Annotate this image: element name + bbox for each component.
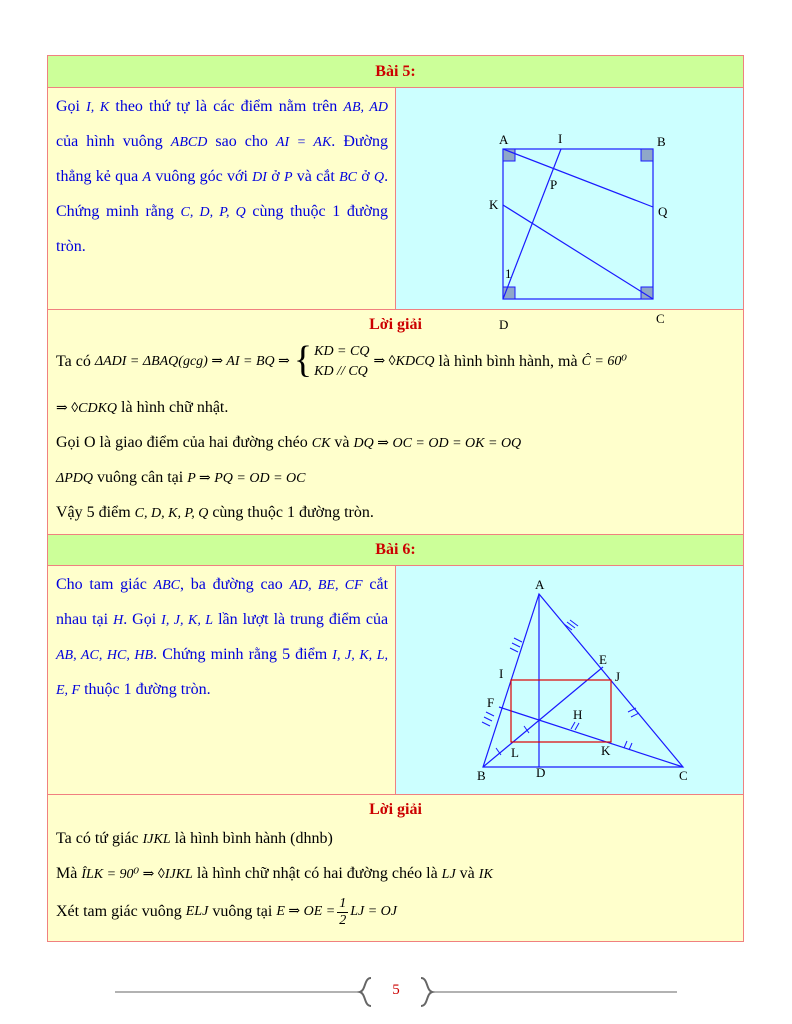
right-angle-b (641, 149, 653, 161)
brace: { (293, 339, 313, 381)
label-d: D (499, 317, 509, 332)
text: . Chứng minh rằng (56, 168, 389, 220)
text: theo thứ tự là các điểm nằm trên (115, 98, 338, 115)
label-p: P (550, 177, 558, 192)
label-k: K (601, 743, 611, 758)
label-h: H (573, 707, 583, 722)
square-diagram (396, 88, 743, 332)
math: H (113, 613, 124, 628)
math: ABC (153, 578, 181, 593)
system (314, 342, 369, 382)
text: Ta có (56, 353, 91, 370)
text: và (334, 434, 350, 451)
text: . Đường thẳng kẻ qua (56, 133, 389, 185)
solution-line (56, 857, 735, 892)
math: LJ (441, 867, 456, 882)
math: P (283, 170, 293, 185)
bai6-solution-body (48, 822, 743, 932)
bai6-header (47, 535, 744, 566)
math: ΔPDQ (56, 471, 93, 486)
label-i: I (499, 666, 504, 681)
text: . Gọi (123, 611, 157, 628)
bai5-title: Bài 5: (375, 63, 416, 80)
math: AB, AD (343, 100, 389, 115)
label-q: Q (658, 204, 668, 219)
solution-line (56, 391, 735, 426)
label-e: E (599, 652, 607, 667)
text: Gọi (56, 98, 80, 115)
text: cùng thuộc 1 đường tròn. (56, 203, 389, 255)
triangle-diagram (396, 566, 743, 793)
math: AB, AC, HC, HB (56, 648, 154, 663)
math: Q (373, 170, 385, 185)
text: ở (361, 168, 370, 185)
math: A (142, 170, 152, 185)
math: I, J, K, L, E, F (56, 648, 389, 698)
content (47, 55, 744, 942)
label-j: J (615, 669, 621, 684)
text: vuông cân tại (97, 469, 184, 486)
math: KD = CQ (314, 344, 370, 359)
label-c: C (679, 768, 688, 783)
text: thuộc 1 đường tròn. (84, 681, 211, 698)
label-a: A (535, 577, 545, 592)
math: IJKL (142, 832, 171, 847)
tick-marks (482, 620, 639, 755)
bai5-solution (47, 310, 744, 535)
label-k: K (489, 197, 499, 212)
bai5-figure (396, 88, 743, 332)
altitude-be (483, 667, 603, 767)
label-c: C (656, 311, 665, 326)
text: là hình chữ nhật có hai đường chéo là (196, 865, 438, 882)
bai5-solution-body (48, 337, 743, 531)
bai6-title: Bài 6: (375, 541, 416, 558)
text: Ta có tứ giác (56, 830, 139, 847)
label-i: I (558, 131, 563, 146)
text: vuông góc với (155, 168, 248, 185)
math: C, D, K, P, Q (134, 506, 209, 521)
text: và cắt (296, 168, 335, 185)
text: Xét tam giác vuông (56, 903, 182, 920)
math: DQ ⇒ OC = OD = OK = OQ (353, 436, 522, 451)
rectangle-ijkl (511, 680, 611, 742)
text: Mà (56, 865, 78, 882)
page-number: 5 (392, 982, 400, 998)
math: ELJ (185, 904, 209, 919)
text: , ba đường cao (180, 576, 283, 593)
bai6-problem (47, 566, 744, 795)
label-angle-1: 1 (505, 266, 512, 281)
bai6-statement (48, 566, 396, 794)
math: AI = AK (275, 135, 332, 150)
text: Cho tam giác (56, 576, 147, 593)
math: CK (311, 436, 331, 451)
label-a: A (499, 132, 509, 147)
math: ⇒ ◊CDKQ (56, 401, 118, 416)
math: ⇒ ◊KDCQ (373, 354, 435, 369)
bai5-solution-title: Lời giải (369, 316, 422, 333)
line-aq (503, 149, 653, 207)
altitude-cf (499, 707, 683, 767)
label-f: F (487, 695, 495, 710)
text: là hình bình hành, mà (438, 353, 578, 370)
math: Ĉ = 60⁰ (581, 354, 627, 369)
math: AD, BE, CF (289, 578, 363, 593)
line-di (503, 149, 561, 299)
text: là hình bình hành (dhnb) (174, 830, 333, 847)
math: BC (339, 170, 357, 185)
page-footer (115, 975, 677, 1009)
fraction (337, 896, 348, 929)
text: và (459, 865, 475, 882)
text: ở (271, 168, 280, 185)
text: là hình chữ nhật. (121, 399, 229, 416)
text: của hình vuông (56, 133, 163, 150)
solution-line (56, 496, 735, 531)
text: Vậy 5 điểm (56, 504, 131, 521)
bai6-solution-title: Lời giải (369, 801, 422, 818)
bai6-figure (396, 566, 743, 794)
math: DI (252, 170, 267, 185)
math: ΔADI = ΔBAQ(gcg) ⇒ AI = BQ ⇒ (94, 354, 290, 369)
label-b: B (477, 768, 486, 783)
solution-line (56, 461, 735, 496)
text: sao cho (215, 133, 268, 150)
bai6-solution (47, 795, 744, 942)
bai5-statement (48, 88, 396, 309)
math: E ⇒ OE = (276, 904, 336, 919)
math: I, K (86, 100, 110, 115)
solution-line (56, 892, 735, 932)
text: cắt nhau tại (56, 576, 389, 628)
solution-line (56, 426, 735, 461)
math: IK (478, 867, 493, 882)
denominator: 2 (339, 912, 347, 928)
square-abcd (503, 149, 653, 299)
text: vuông tại (212, 903, 273, 920)
math: ÎLK = 90⁰ ⇒ ◊IJKL (81, 867, 193, 882)
numerator: 1 (339, 895, 347, 911)
math: I, J, K, L (161, 613, 214, 628)
label-l: L (511, 745, 519, 760)
math: ABCD (170, 135, 208, 150)
label-d: D (536, 765, 546, 780)
math: C, D, P, Q (180, 205, 246, 220)
label-b: B (657, 134, 666, 149)
math: KD // CQ (314, 364, 368, 379)
math: LJ = OJ (350, 904, 397, 919)
solution-line (56, 822, 735, 857)
math: P ⇒ PQ = OD = OC (187, 471, 306, 486)
text: lần lượt là trung điểm của (218, 611, 389, 628)
text: cùng thuộc 1 đường tròn. (212, 504, 374, 521)
bai5-header (47, 55, 744, 88)
text: . Chứng minh rằng 5 điểm (153, 646, 328, 663)
line-kc (503, 205, 653, 299)
solution-line (56, 337, 735, 387)
text: Gọi O là giao điểm của hai đường chéo (56, 434, 308, 451)
